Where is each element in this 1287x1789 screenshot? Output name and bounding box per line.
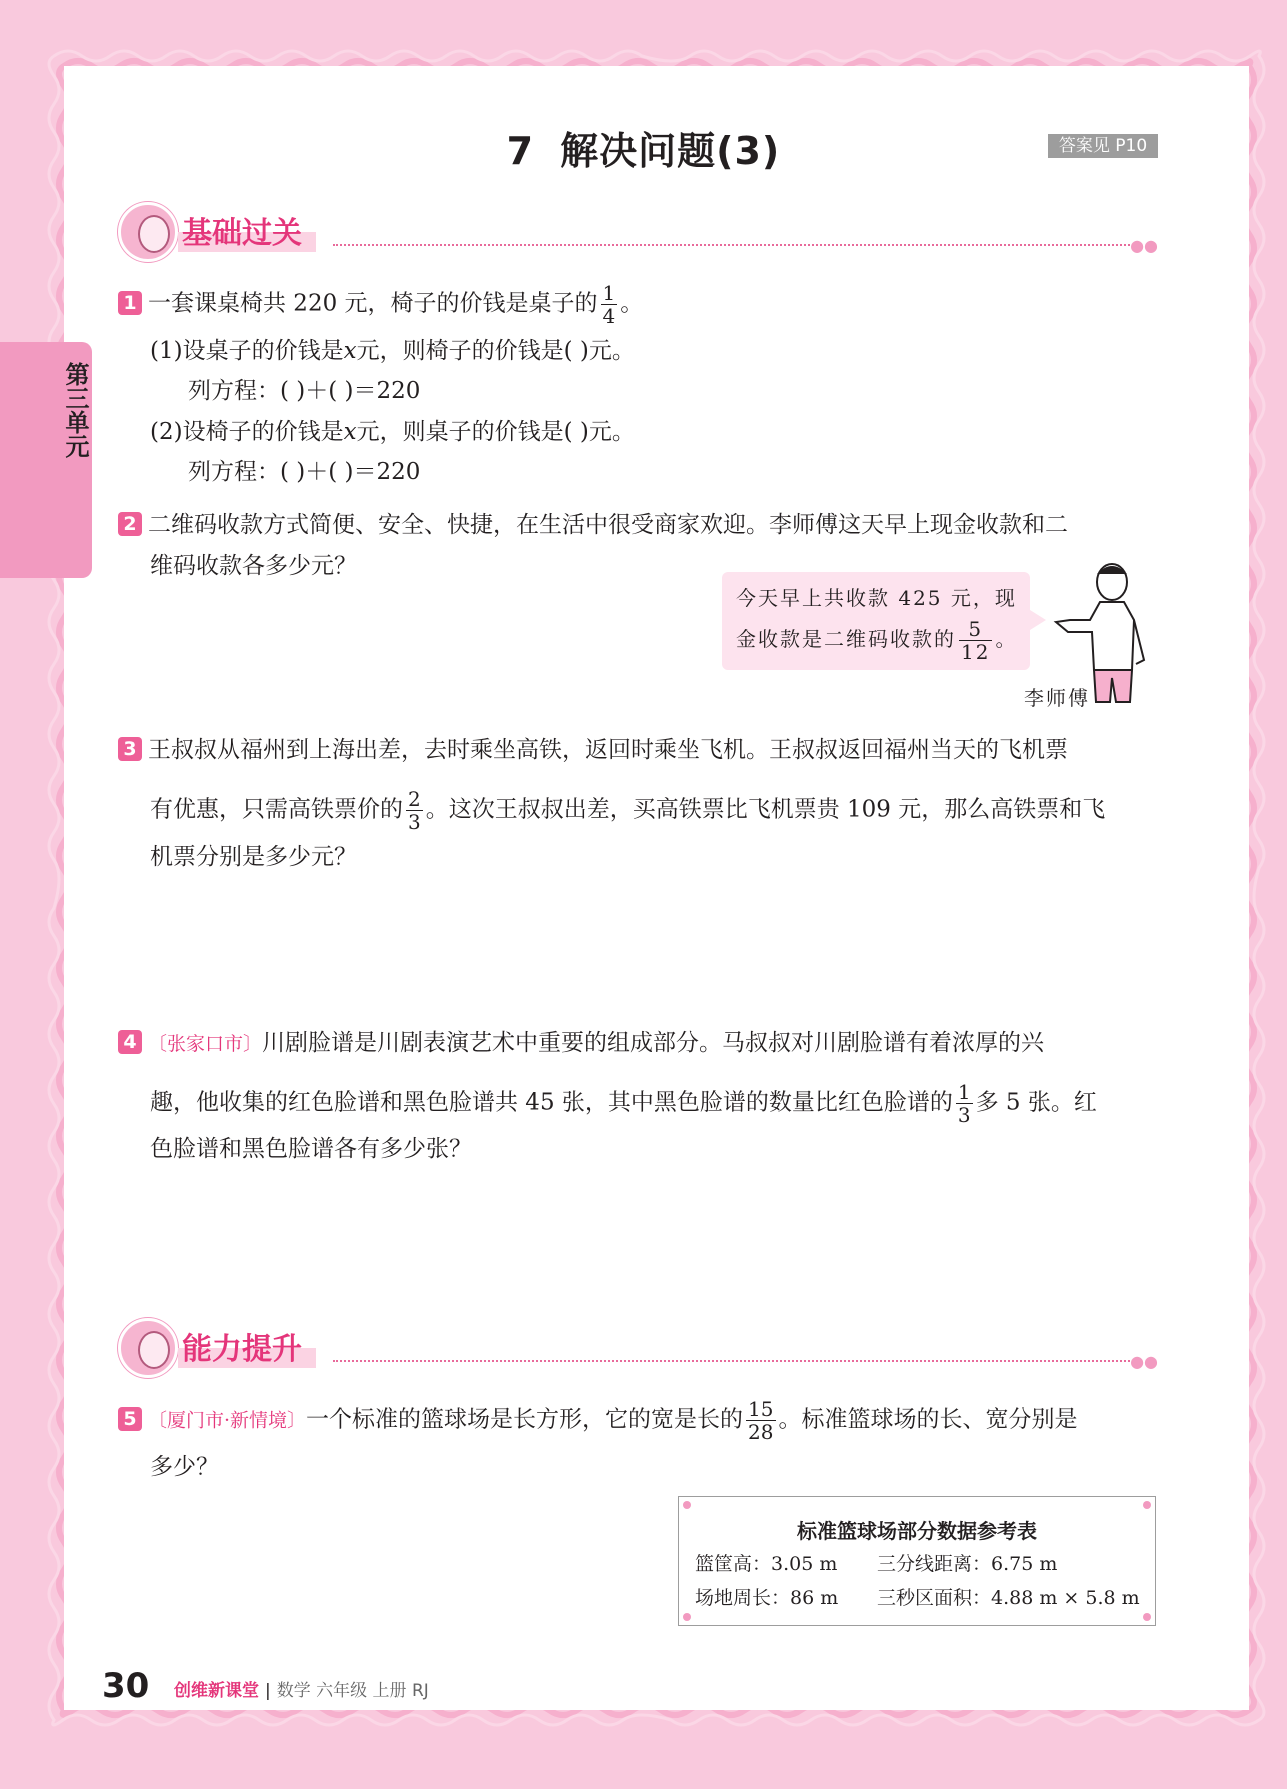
question-number: 1: [118, 291, 142, 315]
source-tag: 〔厦门市·新情境〕: [148, 1409, 307, 1432]
section-basic-header: [118, 202, 1158, 262]
dotted-divider: [333, 244, 1138, 246]
fraction: $\frac{1}{4}$: [602, 281, 616, 328]
table-title: 标准篮球场部分数据参考表: [797, 1519, 1037, 1543]
fraction: $\frac{2}{3}$: [408, 787, 421, 834]
table-cell: 三秒区面积：4.88 m × 5.8 m: [877, 1587, 1140, 1609]
question-1-part-1: (1)设桌子的价钱是x元，则椅子的价钱是( )元。: [150, 338, 635, 364]
section-title: 能力提升: [178, 1324, 316, 1368]
question-3-line-2: 有优惠，只需高铁票价的 $\frac{2}{3}$ 。这次王叔叔出差，买高铁票比飞机票贵 109 元，那么高铁票和飞: [150, 787, 1106, 834]
table-cell: 三分线距离：6.75 m: [877, 1553, 1058, 1575]
page-number: 30: [102, 1666, 150, 1706]
question-4-line-3: 色脸谱和黑色脸谱各有多少张？: [150, 1136, 472, 1162]
question-3-line-3: 机票分别是多少元？: [150, 844, 357, 870]
question-number: 5: [118, 1407, 142, 1431]
table-cell: 场地周长：86 m: [695, 1587, 839, 1609]
fraction: $\frac{5}{12}$: [961, 617, 991, 664]
table-cell: 篮筐高：3.05 m: [695, 1553, 838, 1575]
dotted-divider: [333, 1360, 1138, 1362]
question-1-equation-1: 列方程：( )＋( )＝220: [188, 378, 421, 404]
decorative-dots-icon: ●●: [1130, 236, 1158, 255]
question-4-line-1: 4 〔张家口市〕川剧脸谱是川剧表演艺术中重要的组成部分。马叔叔对川剧脸谱有着浓厚的兴: [118, 1028, 1044, 1059]
unit-side-tab: 第三单元: [0, 342, 92, 578]
decorative-dots-icon: ●●: [1130, 1352, 1158, 1371]
question-4-line-2: 趣，他收集的红色脸谱和黑色脸谱共 45 张，其中黑色脸谱的数量比红色脸谱的 $\frac{1}{3}$ 多 5 张。红: [150, 1080, 1097, 1127]
question-1: 1 一套课桌椅共 220 元，椅子的价钱是桌子的 $\frac{1}{4}$ 。: [118, 282, 643, 327]
reference-table: [678, 1496, 1156, 1626]
character-name: 李师傅: [1024, 686, 1090, 710]
page-title: 7 解决问题(3): [506, 129, 781, 173]
question-number: 4: [118, 1030, 142, 1054]
fraction: $\frac{15}{28}$: [748, 1397, 774, 1444]
question-5-line-2: 多少？: [150, 1454, 219, 1480]
source-tag: 〔张家口市〕: [148, 1033, 263, 1055]
question-number: 2: [118, 512, 142, 536]
student-avatar-icon: [118, 202, 178, 262]
question-2-line-2: 维码收款各多少元？: [150, 553, 357, 579]
footer-book-info: 创维新课堂 | 数学 六年级 上册 RJ: [174, 1681, 429, 1701]
question-number: 3: [118, 737, 142, 761]
question-3-line-1: 3 王叔叔从福州到上海出差，去时乘坐高铁，返回时乘坐飞机。王叔叔返回福州当天的飞机票: [118, 735, 1068, 765]
section-advanced-header: [118, 1318, 1158, 1378]
speech-bubble: 今天早上共收款 425 元，现 金收款是二维码收款的 $\frac{5}{12}$ 。: [722, 572, 1030, 670]
answer-reference-tag: 答案见 P10: [1048, 134, 1158, 158]
question-2-line-1: 2 二维码收款方式简便、安全、快捷，在生活中很受商家欢迎。李师傅这天早上现金收款和二: [118, 510, 1068, 540]
question-1-part-2: (2)设椅子的价钱是x元，则桌子的价钱是( )元。: [150, 419, 635, 445]
question-5-line-1: 5 〔厦门市·新情境〕一个标准的篮球场是长方形，它的宽是长的 $\frac{15}{28}$ 。标准篮球场的长、宽分别是: [118, 1398, 1078, 1443]
section-title: 基础过关: [178, 208, 316, 252]
student-avatar-icon: [118, 1318, 178, 1378]
fraction: $\frac{1}{3}$: [957, 1080, 971, 1127]
question-1-equation-2: 列方程：( )＋( )＝220: [188, 459, 421, 485]
